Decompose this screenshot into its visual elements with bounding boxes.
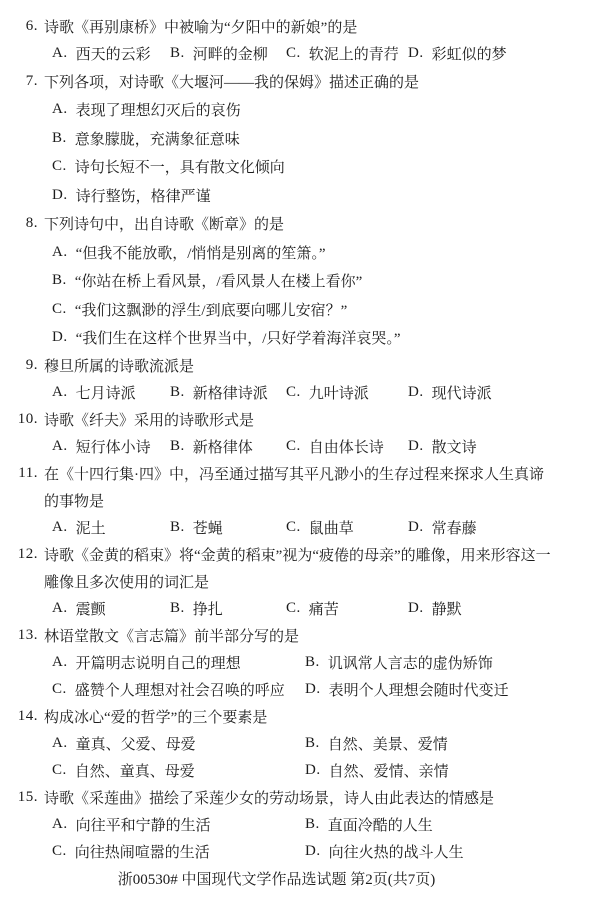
option-label: C. (52, 681, 67, 697)
option-text: 向往平和宁静的生活 (75, 818, 211, 834)
option-text: 常春藤 (431, 521, 477, 537)
options-row (0, 379, 601, 406)
option-text: 短行体小诗 (75, 440, 151, 456)
option-label: C. (286, 438, 301, 454)
question (0, 67, 601, 210)
option-label: D. (408, 45, 424, 61)
options-row (0, 181, 601, 210)
option-text: 自然、童真、母爱 (74, 764, 195, 780)
option-text: 七月诗派 (75, 386, 136, 402)
options-row (0, 324, 601, 353)
option-text: 表现了理想幻灭后的哀伤 (75, 103, 241, 120)
question (0, 13, 601, 67)
option-label: C. (286, 600, 301, 616)
option-d (305, 679, 601, 700)
option-c (52, 760, 305, 781)
option-text: 讥讽常人言志的虚伪矫饰 (327, 656, 493, 672)
option-label: D. (408, 519, 424, 535)
option-d (305, 760, 601, 781)
option-text: 痛苦 (308, 602, 339, 618)
question-number: 7. (25, 72, 38, 89)
options-row (0, 238, 601, 267)
question-stem-line (0, 67, 601, 96)
question-stem-text: 诗歌《金黄的稻束》将“金黄的稻束”视为“疲倦的母亲”的雕像，用来形容这一 (44, 548, 551, 564)
question (0, 352, 601, 406)
options-row (0, 124, 601, 153)
option-label: B. (170, 438, 185, 454)
option-label: B. (305, 816, 320, 832)
options-row (0, 649, 601, 676)
option-text: 表明个人理想会随时代变迁 (328, 683, 509, 699)
option-label: B. (305, 654, 320, 670)
option-text: 盛赞个人理想对社会召唤的呼应 (74, 683, 285, 699)
footer-text: 浙00530# 中国现代文学作品选试题 第2页(共7页) (117, 871, 436, 888)
question-stem-line (0, 406, 601, 433)
question-stem-text: 雕像且多次使用的词汇是 (44, 575, 210, 591)
option-label: C. (286, 45, 301, 61)
option-label: B. (52, 129, 67, 146)
question-stem-line (0, 13, 601, 40)
option-b (170, 517, 286, 538)
options-row (0, 433, 601, 460)
options-row (0, 676, 601, 703)
option-b (52, 128, 240, 149)
options-row (0, 96, 601, 125)
option-text: “但我不能放歌，/悄悄是别离的笙箫。” (75, 245, 326, 262)
question-number: 9. (25, 357, 38, 373)
option-d (408, 382, 601, 403)
options-row (0, 153, 601, 182)
options-row (0, 295, 601, 324)
question-stem-line (0, 568, 601, 595)
option-b (305, 814, 601, 835)
question (0, 460, 601, 541)
option-text: 新格律诗派 (192, 386, 268, 402)
option-text: 挣扎 (192, 602, 223, 618)
option-label: B. (170, 519, 185, 535)
option-label: D. (305, 843, 321, 859)
option-d (408, 43, 601, 64)
option-label: D. (305, 681, 321, 697)
option-a (52, 814, 305, 835)
question-stem-line (0, 460, 601, 487)
option-text: 泥土 (75, 521, 106, 537)
option-label: A. (52, 519, 68, 535)
option-b (170, 598, 286, 619)
options-row (0, 595, 601, 622)
option-text: 静默 (431, 602, 462, 618)
option-label: D. (52, 329, 68, 346)
question-stem-line (0, 784, 601, 811)
question-stem-line (0, 541, 601, 568)
option-text: 现代诗派 (431, 386, 492, 402)
option-b (305, 652, 601, 673)
option-text: 西天的云彩 (75, 47, 151, 63)
option-label: D. (52, 186, 68, 203)
option-text: 自由体长诗 (308, 440, 384, 456)
option-label: C. (52, 843, 67, 859)
options-row (0, 730, 601, 757)
option-d (408, 436, 601, 457)
question-stem-line (0, 703, 601, 730)
option-a (52, 733, 305, 754)
option-d (408, 598, 601, 619)
option-d (408, 517, 601, 538)
option-text: 童真、父爱、母爱 (75, 737, 196, 753)
option-c (52, 841, 305, 862)
question-number: 8. (25, 215, 38, 232)
question-stem-text: 诗歌《再别康桥》中被喻为“夕阳中的新娘”的是 (44, 20, 358, 36)
question-stem-line (0, 487, 601, 514)
option-b (170, 43, 286, 64)
option-text: “你站在桥上看风景，/看风景人在楼上看你” (74, 274, 363, 291)
option-c (52, 679, 305, 700)
option-label: C. (52, 300, 67, 317)
options-row (0, 757, 601, 784)
option-label: B. (305, 735, 320, 751)
option-a (52, 517, 170, 538)
question-stem-line (0, 210, 601, 239)
option-d (52, 185, 211, 206)
option-label: A. (52, 654, 68, 670)
question-stem-text: 的事物是 (44, 494, 105, 510)
option-text: 诗句长短不一，具有散文化倾向 (74, 160, 285, 177)
option-a (52, 43, 170, 64)
question-number: 6. (25, 18, 38, 34)
question-stem-line (0, 622, 601, 649)
option-label: A. (52, 600, 68, 616)
option-label: C. (286, 384, 301, 400)
option-label: D. (408, 438, 424, 454)
question-number: 10. (17, 411, 38, 427)
option-text: 向往火热的战斗人生 (328, 845, 464, 861)
question (0, 406, 601, 460)
option-text: 鼠曲草 (308, 521, 354, 537)
option-text: 直面冷酷的人生 (327, 818, 433, 834)
question (0, 703, 601, 784)
option-label: B. (170, 384, 185, 400)
option-text: 新格律体 (192, 440, 253, 456)
option-label: A. (52, 735, 68, 751)
option-label: A. (52, 816, 68, 832)
question-number: 15. (17, 789, 38, 805)
question-stem-text: 在《十四行集·四》中，冯至通过描写其平凡渺小的生存过程来探求人生真谛 (44, 467, 544, 483)
option-text: 开篇明志说明自己的理想 (75, 656, 241, 672)
option-b (52, 270, 362, 291)
option-label: D. (408, 384, 424, 400)
option-label: B. (170, 600, 185, 616)
option-a (52, 598, 170, 619)
option-label: D. (408, 600, 424, 616)
option-text: 九叶诗派 (308, 386, 369, 402)
options-row (0, 40, 601, 67)
option-d (305, 841, 601, 862)
option-a (52, 436, 170, 457)
option-text: 诗行整饬，格律严谨 (75, 188, 211, 205)
option-c (52, 156, 285, 177)
question-number: 14. (17, 708, 38, 724)
question-stem-text: 下列诗句中，出自诗歌《断章》的是 (44, 217, 285, 234)
option-c (286, 436, 408, 457)
option-label: C. (286, 519, 301, 535)
option-text: “我们生在这样个世界当中，/只好学着海洋哀哭。” (75, 331, 401, 348)
question (0, 784, 601, 865)
options-row (0, 267, 601, 296)
question-number: 12. (17, 546, 38, 562)
option-label: B. (170, 45, 185, 61)
options-row (0, 811, 601, 838)
option-text: 向往热闹喧嚣的生活 (74, 845, 210, 861)
option-text: “我们这飘渺的浮生/到底要向哪儿安宿？” (74, 302, 348, 319)
option-a (52, 242, 326, 263)
option-c (286, 382, 408, 403)
option-label: B. (52, 272, 67, 289)
option-b (170, 436, 286, 457)
option-label: A. (52, 101, 68, 118)
option-text: 自然、爱情、亲情 (328, 764, 449, 780)
option-label: A. (52, 243, 68, 260)
option-text: 彩虹似的梦 (431, 47, 507, 63)
option-a (52, 652, 305, 673)
option-label: D. (305, 762, 321, 778)
option-a (52, 382, 170, 403)
option-c (286, 43, 408, 64)
question (0, 210, 601, 353)
option-text: 震颤 (75, 602, 106, 618)
option-a (52, 99, 241, 120)
options-row (0, 838, 601, 865)
option-text: 苍蝇 (192, 521, 223, 537)
question-stem-text: 下列各项，对诗歌《大堰河——我的保姆》描述正确的是 (44, 74, 420, 91)
option-label: A. (52, 438, 68, 454)
question-number: 13. (17, 627, 38, 643)
page-footer (0, 866, 577, 890)
question-stem-line (0, 352, 601, 379)
option-b (170, 382, 286, 403)
option-c (286, 517, 408, 538)
question-stem-text: 构成冰心“爱的哲学”的三个要素是 (44, 710, 268, 726)
option-label: C. (52, 762, 67, 778)
question (0, 541, 601, 622)
question-stem-text: 林语堂散文《言志篇》前半部分写的是 (44, 629, 300, 645)
question-stem-text: 穆旦所属的诗歌流派是 (44, 359, 195, 375)
option-text: 散文诗 (431, 440, 477, 456)
option-c (286, 598, 408, 619)
option-text: 软泥上的青荇 (308, 47, 399, 63)
option-b (305, 733, 601, 754)
question (0, 622, 601, 703)
option-c (52, 299, 347, 320)
question-number: 11. (18, 465, 38, 481)
option-text: 自然、美景、爱情 (327, 737, 448, 753)
option-label: A. (52, 384, 68, 400)
option-d (52, 327, 401, 348)
option-label: A. (52, 45, 68, 61)
option-text: 河畔的金柳 (192, 47, 268, 63)
options-row (0, 514, 601, 541)
option-label: C. (52, 158, 67, 175)
option-text: 意象朦胧，充满象征意味 (74, 131, 240, 148)
question-stem-text: 诗歌《纤夫》采用的诗歌形式是 (44, 413, 255, 429)
question-stem-text: 诗歌《采莲曲》描绘了采莲少女的劳动场景，诗人由此表达的情感是 (44, 791, 495, 807)
